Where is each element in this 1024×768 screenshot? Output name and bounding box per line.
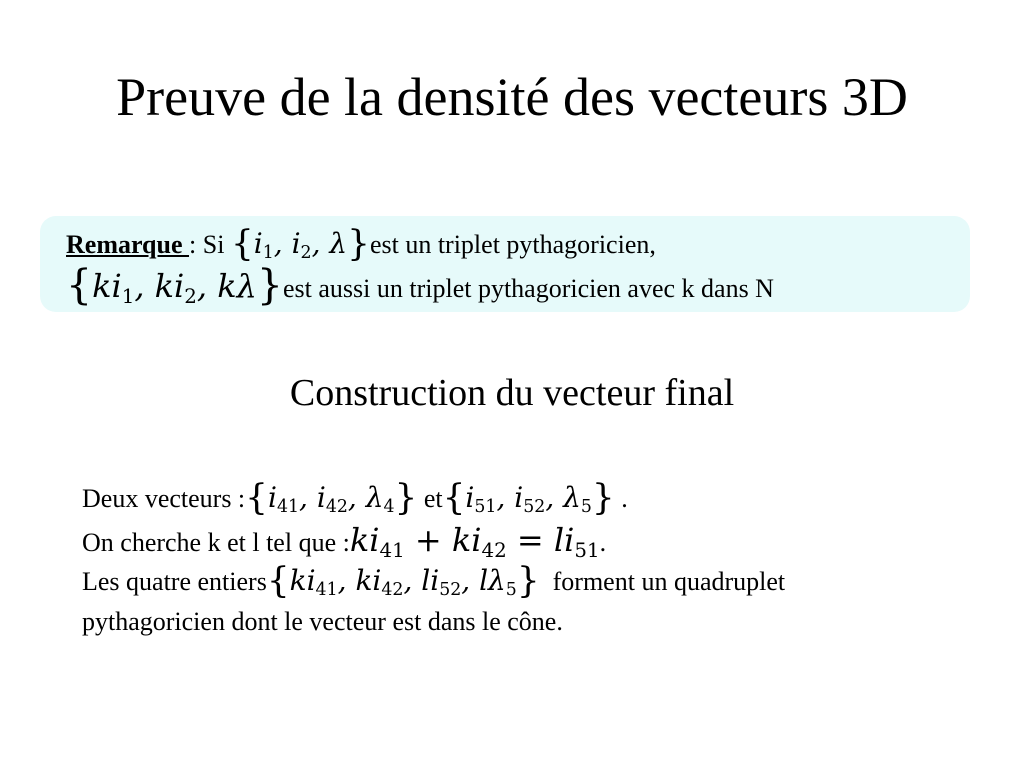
construction-line-2 [82,520,606,563]
line1-prefix: Deux vecteurs : [82,484,246,514]
construction-line-1 [82,478,628,519]
line1-suffix: . [614,484,628,514]
line3-prefix: Les quatre entiers [82,567,267,597]
line1-et: et [417,484,443,514]
line3-suffix: forment un quadruplet [539,567,786,597]
section-heading: Construction du vecteur final [289,372,735,414]
remark-text-2: est aussi un triplet pythagoricien avec k dans N [282,273,774,303]
vector-5-formula: {$i_{51}$, $i_{52}$, $\lambda_5$} [442,477,615,518]
line2-prefix: On cherche k et l tel que : [82,528,350,557]
remark-line-1 [66,224,656,265]
slide-title: Preuve de la densité des vecteurs 3D [116,67,908,127]
construction-line-4: pythagoricien dont le vecteur est dans le cône. [82,607,563,636]
remark-line-2 [66,261,774,309]
k-l-equation: $ki_{41} + ki_{42} = li_{51}$ [349,521,600,562]
line2-suffix: . [599,528,607,557]
remark-text-1: est un triplet pythagoricien, [369,230,656,260]
remark-si: : Si [189,230,231,260]
remark-label: Remarque [66,230,190,260]
scaled-triplet-formula: {$ki_1$, $ki_2$, kλ} [66,261,283,309]
quadruplet-formula: {$ki_{41}$, $ki_{42}$, $li_{52}$, $l\lambda_5$} [266,560,540,601]
vector-4-formula: {$i_{41}$, $i_{42}$, $\lambda_4$} [245,477,418,518]
construction-line-3 [82,561,785,602]
pythagorean-triplet-formula: {$i_1$, $i_2$, λ} [230,223,370,264]
